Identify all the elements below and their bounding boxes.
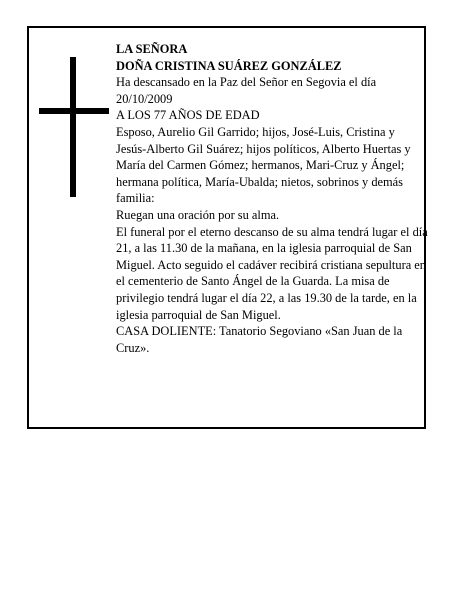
funeral-details: El funeral por el eterno descanso de su alma tendrá lugar el día 21, a las 11.30 de la mañana, en la iglesia parroquial de San Miguel. Acto seguido el cadáver recibirá cristiana sepultura en el cementerio de Santo Ángel de la Guarda. La misa de privilegio tendrá lugar el día 22, a las 19.30 de la tarde, en la iglesia parroquial de San Miguel. bbox=[116, 224, 428, 322]
notice-text bbox=[116, 41, 428, 356]
deceased-name: DOÑA CRISTINA SUÁREZ GONZÁLEZ bbox=[116, 58, 342, 73]
obituary-notice bbox=[27, 26, 426, 429]
cross-icon bbox=[39, 57, 109, 197]
cross-vertical-bar bbox=[70, 57, 76, 197]
prayer-request: Ruegan una oración por su alma. bbox=[116, 207, 280, 222]
cross-horizontal-bar bbox=[39, 108, 109, 114]
mourning-house: CASA DOLIENTE: Tanatorio Segoviano «San Juan de la Cruz». bbox=[116, 324, 403, 355]
rest-statement: Ha descansado en la Paz del Señor en Segovia el día 20/10/2009 bbox=[116, 75, 377, 106]
age-statement: A LOS 77 AÑOS DE EDAD bbox=[116, 108, 260, 123]
heading-title: LA SEÑORA bbox=[116, 42, 188, 56]
family-list: Esposo, Aurelio Gil Garrido; hijos, José-Luis, Cristina y Jesús-Alberto Gil Suárez; hijos políticos, Alberto Huertas y María del Carmen Gómez; hermanos, Mari-Cruz y Ángel; hermana política, María-Ubalda; nietos, sobrinos y demás familia: bbox=[116, 124, 411, 206]
